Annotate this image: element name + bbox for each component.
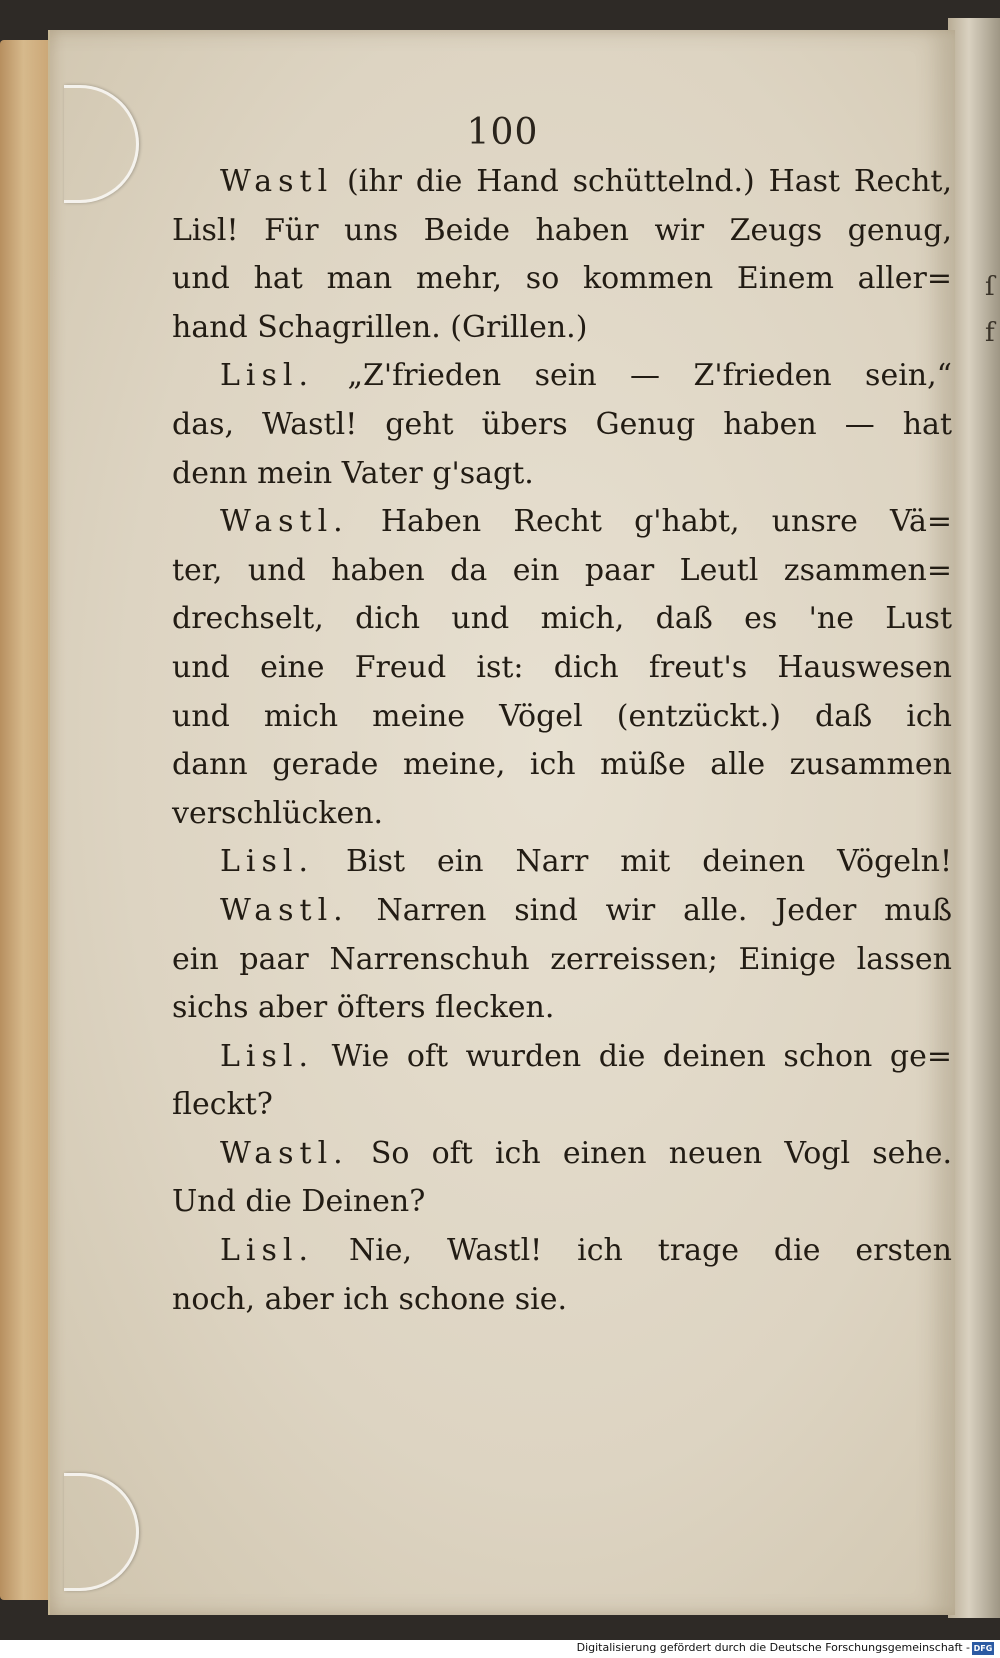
line-text: (ihr die Hand schüttelnd.) Hast Recht, <box>333 164 952 199</box>
text-line <box>172 1130 952 1179</box>
line-text: das, Wastl! geht übers Genug haben — hat <box>172 406 952 442</box>
speaker-name: Lisl. <box>220 844 315 880</box>
line-text: Narren sind wir alle. Jeder muß <box>348 892 952 928</box>
speaker-name: Wastl. <box>220 892 349 928</box>
line-text: fleckt? <box>172 1087 273 1123</box>
text-line <box>172 790 952 839</box>
dfg-logo: DFG <box>973 1644 993 1653</box>
text-line <box>172 352 952 401</box>
line-text: und mich meine Vögel (entzückt.) daß ich <box>172 698 952 734</box>
line-text: und eine Freud ist: dich freut's Hauswesen <box>172 649 952 685</box>
text-line <box>172 207 952 256</box>
line-text: Und die Deinen? <box>172 1184 426 1220</box>
speaker-name: Wastl. <box>220 1135 349 1171</box>
line-text: ter, und haben da ein paar Leutl zsammen= <box>172 552 952 588</box>
line-text: denn mein Vater g'sagt. <box>172 455 534 491</box>
line-text: Bist ein Narr mit deinen Vögeln! <box>314 844 952 880</box>
speaker-name: Wastl <box>220 164 334 199</box>
text-line <box>172 741 952 790</box>
text-line <box>172 1033 952 1082</box>
footer-credit: Digitalisierung gefördert durch die Deutsche Forschungsgemeinschaft - <box>576 1641 970 1654</box>
line-text: verschlücken. <box>172 795 384 831</box>
text-line <box>172 887 952 936</box>
line-text: „Z'frieden sein — Z'frieden sein,“ <box>314 358 952 394</box>
text-line <box>172 1227 952 1276</box>
line-text: hand Schagrillen. (Grillen.) <box>172 309 588 345</box>
text-line <box>172 1081 952 1130</box>
text-line <box>172 547 952 596</box>
speaker-name: Lisl. <box>220 1233 315 1269</box>
line-text: Nie, Wastl! ich trage die ersten <box>314 1233 952 1269</box>
book-edge-left <box>0 40 52 1600</box>
speaker-name: Lisl. <box>220 358 315 394</box>
text-line <box>172 450 952 499</box>
speaker-name: Wastl. <box>220 504 349 540</box>
line-text: Haben Recht g'habt, unsre Vä= <box>348 504 952 540</box>
text-line <box>172 693 952 742</box>
line-text: sichs aber öfters flecken. <box>172 990 555 1026</box>
text-line <box>172 158 952 207</box>
line-text: ein paar Narrenschuh zerreissen; Einige lassen <box>172 941 952 977</box>
line-text: Lisl! Für uns Beide haben wir Zeugs genug, <box>172 212 952 248</box>
text-line <box>172 1178 952 1227</box>
book-edge-right <box>948 18 1000 1618</box>
line-text: und hat man mehr, so kommen Einem aller= <box>172 261 952 297</box>
line-text: drechselt, dich und mich, daß es 'ne Lust <box>172 601 952 637</box>
body-text <box>172 158 952 1324</box>
text-line <box>172 984 952 1033</box>
text-line <box>172 255 952 304</box>
margin-glyph-2: f <box>985 318 995 348</box>
speaker-name: Lisl. <box>220 1038 315 1074</box>
binding-ring-bottom <box>64 1473 139 1591</box>
text-line <box>172 498 952 547</box>
text-line <box>172 838 952 887</box>
text-line <box>172 936 952 985</box>
text-line <box>172 595 952 644</box>
text-line <box>172 644 952 693</box>
text-line <box>172 1276 952 1325</box>
line-text: Wie oft wurden die deinen schon ge= <box>314 1038 952 1074</box>
text-line <box>172 401 952 450</box>
line-text: So oft ich einen neuen Vogl sehe. <box>348 1135 952 1171</box>
margin-glyph-1: ſ <box>985 272 995 302</box>
text-line <box>172 304 952 353</box>
page-number: 100 <box>466 112 539 153</box>
line-text: dann gerade meine, ich müße alle zusammen <box>172 747 952 783</box>
line-text: noch, aber ich schone sie. <box>172 1281 568 1317</box>
